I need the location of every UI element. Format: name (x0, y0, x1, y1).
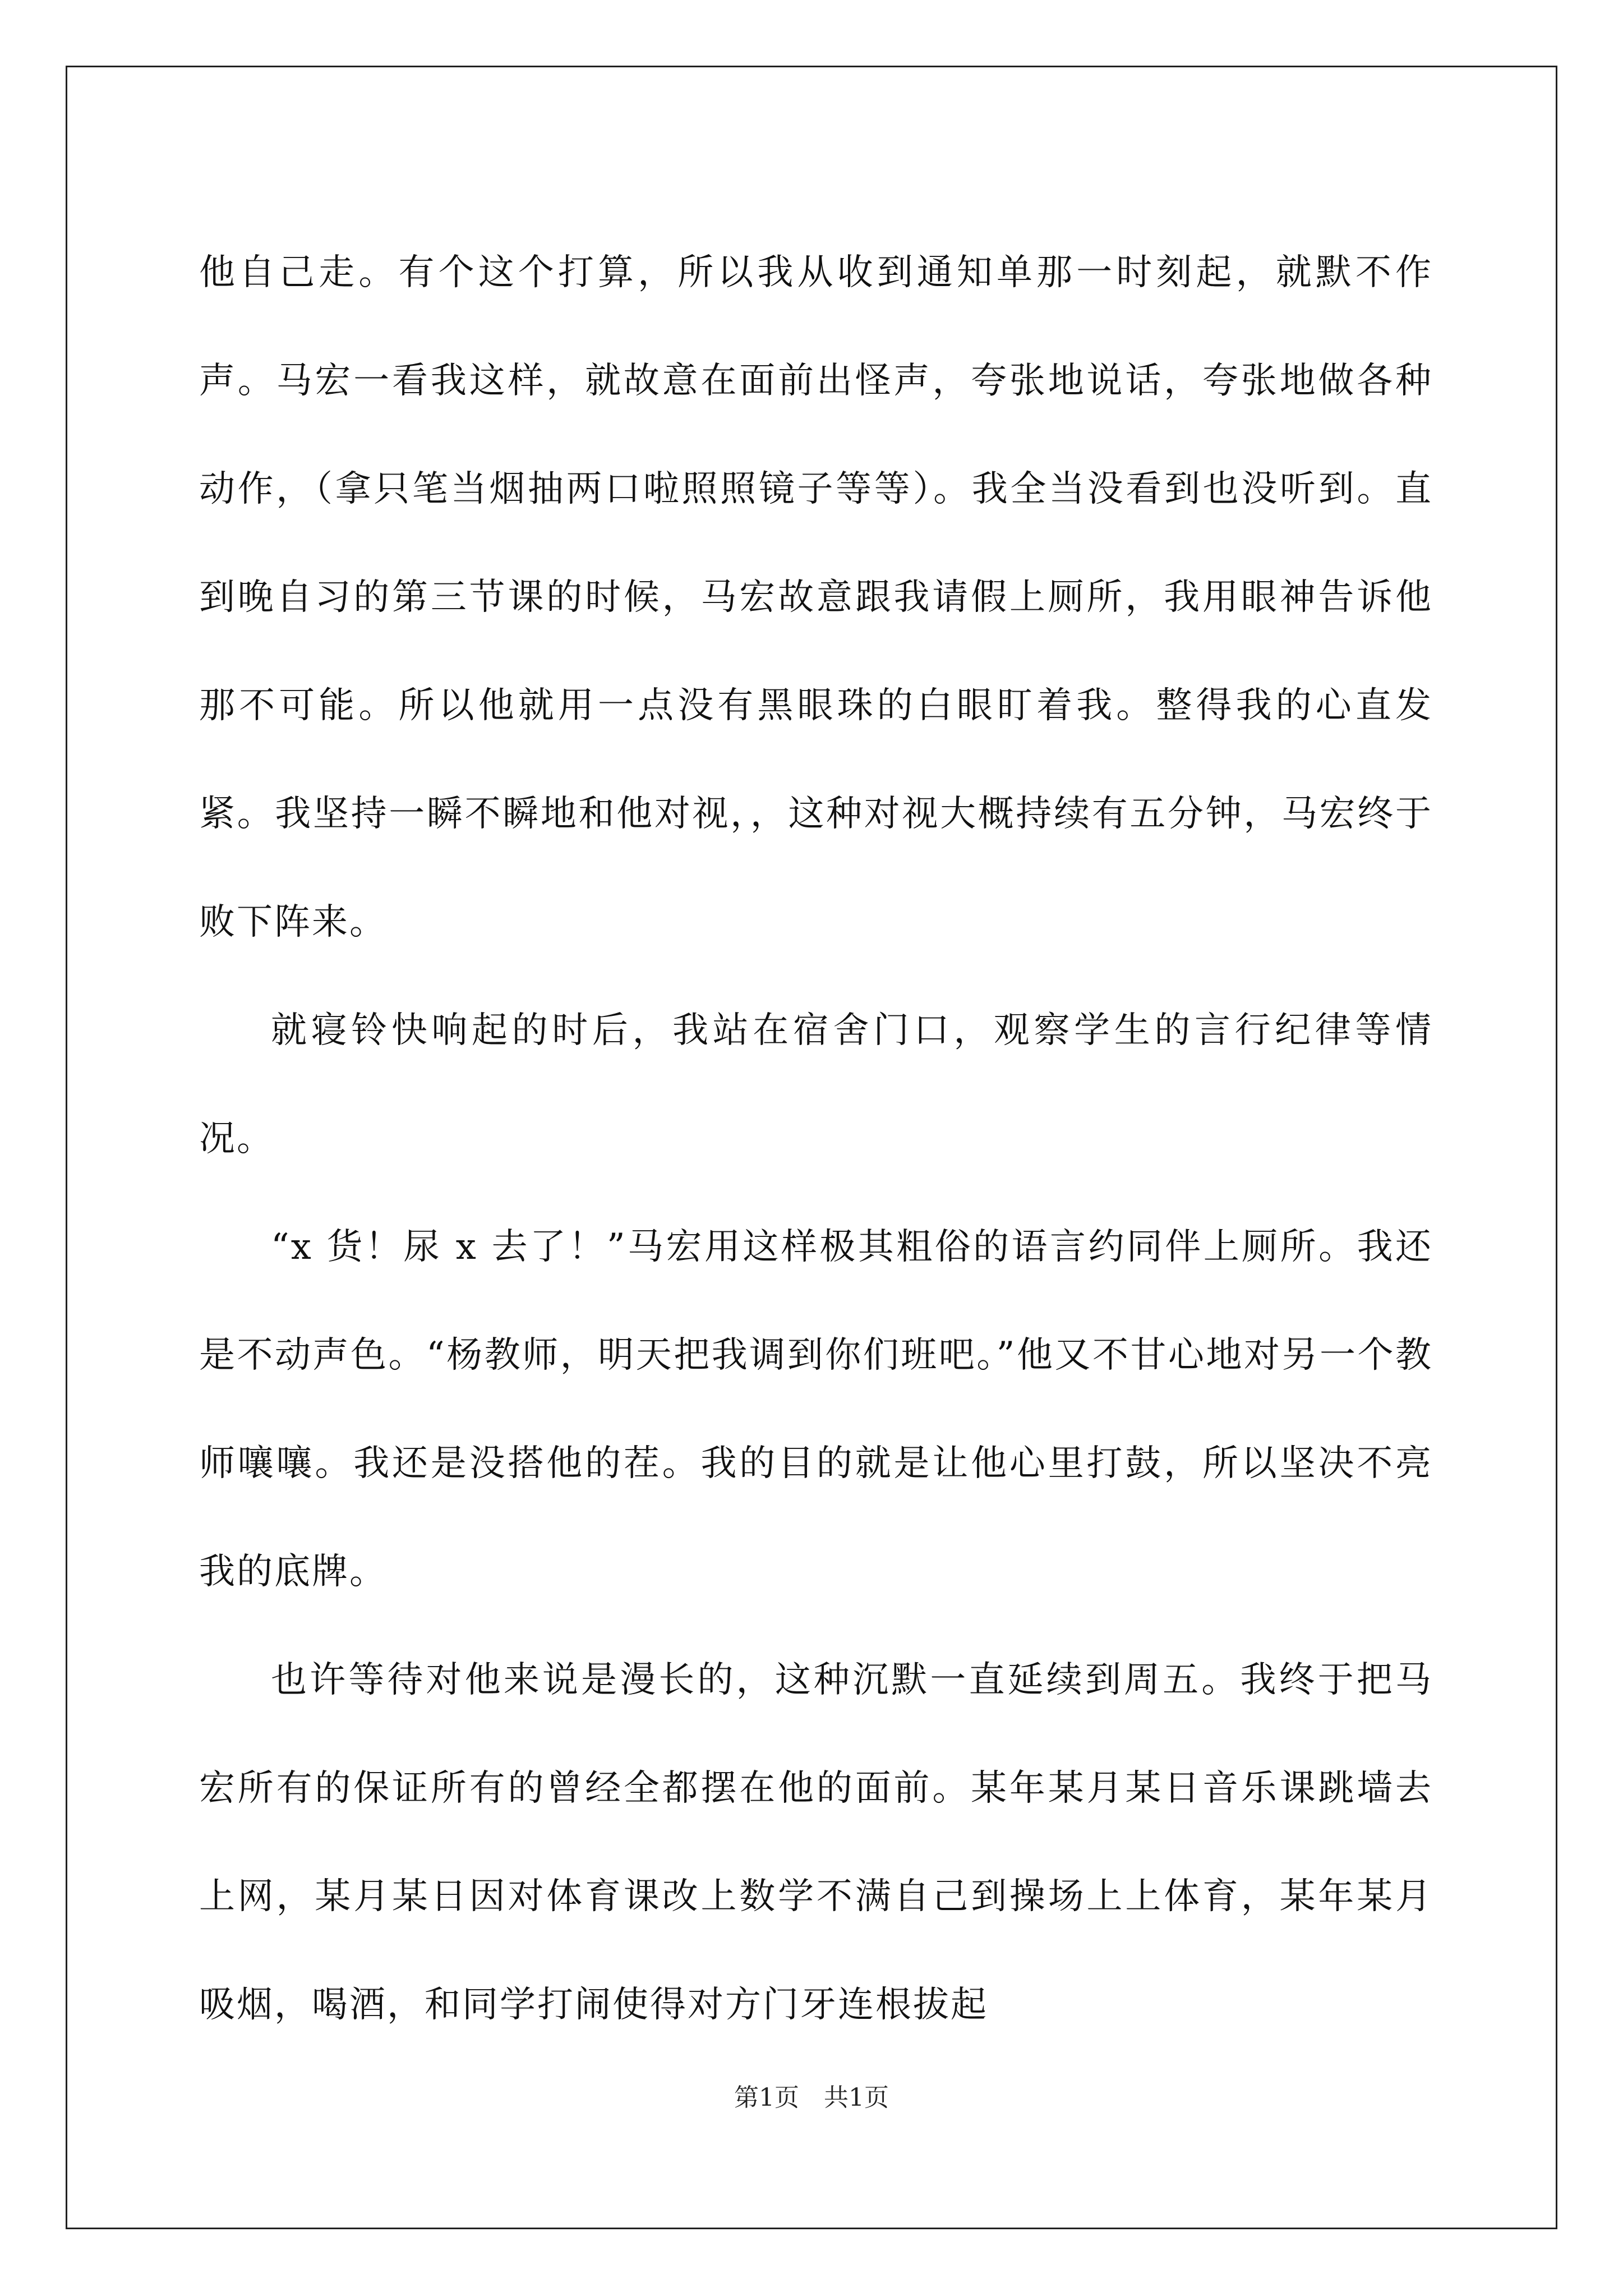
document-body (199, 219, 1433, 2059)
text-line: 他自己走。有个这个打算，所以我从收到通知单那一时刻起，就默不 (199, 252, 1395, 293)
text-line: 没听到。直到晚自习的第三节课的时候，马宏故意跟我请假上厕所， (199, 468, 1433, 618)
text-line: 地对另一个教师嚷嚷。我还是没搭他的茬。我的目的就是让他心里打 (199, 1335, 1433, 1484)
paragraph (199, 219, 1433, 977)
text-line: 也许等待对他来说是漫长的，这种沉默一直延续到周五。我终于 (271, 1659, 1357, 1701)
paragraph (199, 1626, 1433, 2059)
text-line: 鼓，所以坚决不亮我的底牌。 (199, 1443, 1433, 1593)
text-line: 我还是不动声色。“杨教师，明天把我调到你们班吧。”他又不甘心 (199, 1226, 1433, 1376)
text-line: 有五分钟，马宏终于败下阵来。 (199, 793, 1433, 943)
paragraph (199, 977, 1433, 1193)
text-line: 情况。 (199, 1010, 1433, 1159)
text-line: 课跳墙去上网，某月某日因对体育课改上数学不满自己到操场上上体 (199, 1768, 1433, 1917)
text-line: 我用眼神告诉他那不可能。所以他就用一点没有黑眼珠的白眼盯着我。 (199, 577, 1433, 726)
paragraph (199, 1193, 1433, 1626)
text-line: 做各种动作，（拿只笔当烟抽两口啦照照镜子等等）。我全当没看到也 (199, 360, 1433, 510)
text-line: 育，某年某月吸烟，喝酒，和同学打闹使得对方门牙连根拔起 (199, 1876, 1433, 2026)
text-line: 把马宏所有的保证所有的曾经全都摆在他的面前。某年某月某日音乐 (199, 1659, 1433, 1809)
text-line: “x 货！尿 x 去了！”马宏用这样极其粗俗的语言约同伴上厕所。 (271, 1226, 1357, 1268)
page-number-footer: 第1页 共1页 (734, 2083, 889, 2112)
text-line: 整得我的心直发紧。我坚持一瞬不瞬地和他对视，，这种对视大概持续 (199, 685, 1433, 835)
text-line: 作声。马宏一看我这样，就故意在面前出怪声，夸张地说话，夸张地 (199, 252, 1433, 402)
text-line: 就寝铃快响起的时后，我站在宿舍门口，观察学生的言行纪律等 (271, 1010, 1395, 1051)
